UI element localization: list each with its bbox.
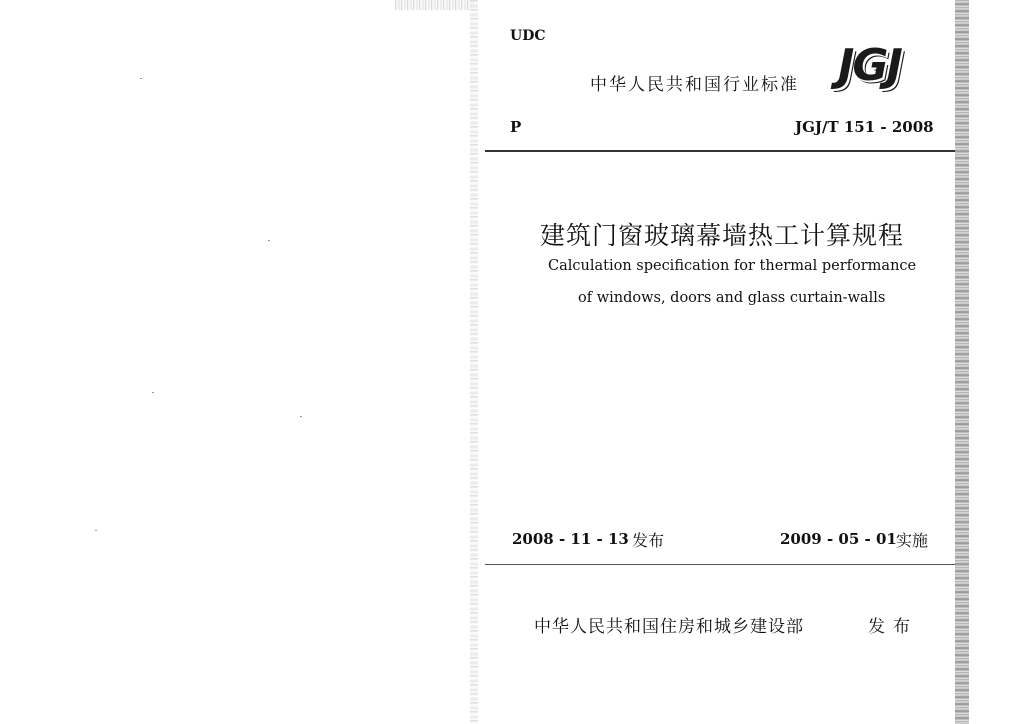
scan-spine-left bbox=[470, 0, 478, 724]
scan-speck bbox=[300, 416, 302, 417]
scan-speck bbox=[268, 240, 270, 241]
standard-category-title: 中华人民共和国行业标准 bbox=[590, 75, 799, 95]
udc-label: UDC bbox=[510, 28, 546, 44]
issue-date: 2008 - 11 - 13 bbox=[512, 530, 629, 548]
header-divider bbox=[485, 150, 955, 152]
implementation-label: 实施 bbox=[896, 531, 929, 550]
scan-speck bbox=[152, 392, 154, 393]
document-title-chinese: 建筑门窗玻璃幕墙热工计算规程 bbox=[540, 221, 905, 250]
jgj-logo: JGJ bbox=[838, 40, 901, 91]
document-title-english-line1: Calculation specification for thermal performance bbox=[548, 258, 917, 274]
scan-top-edge bbox=[395, 0, 475, 10]
scan-speck bbox=[140, 78, 142, 79]
document-title-english-line2: of windows, doors and glass curtain-walls bbox=[578, 290, 886, 306]
publisher-name: 中华人民共和国住房和城乡建设部 bbox=[534, 617, 804, 637]
scan-spine-right bbox=[955, 0, 969, 724]
scan-speck bbox=[95, 530, 97, 531]
standard-number: JGJ/T 151 - 2008 bbox=[795, 118, 934, 136]
footer-divider bbox=[485, 564, 955, 565]
issue-label: 发布 bbox=[632, 531, 665, 550]
classification-code: P bbox=[510, 118, 522, 136]
publisher-action: 发布 bbox=[868, 617, 918, 637]
implementation-date: 2009 - 05 - 01 bbox=[780, 530, 897, 548]
